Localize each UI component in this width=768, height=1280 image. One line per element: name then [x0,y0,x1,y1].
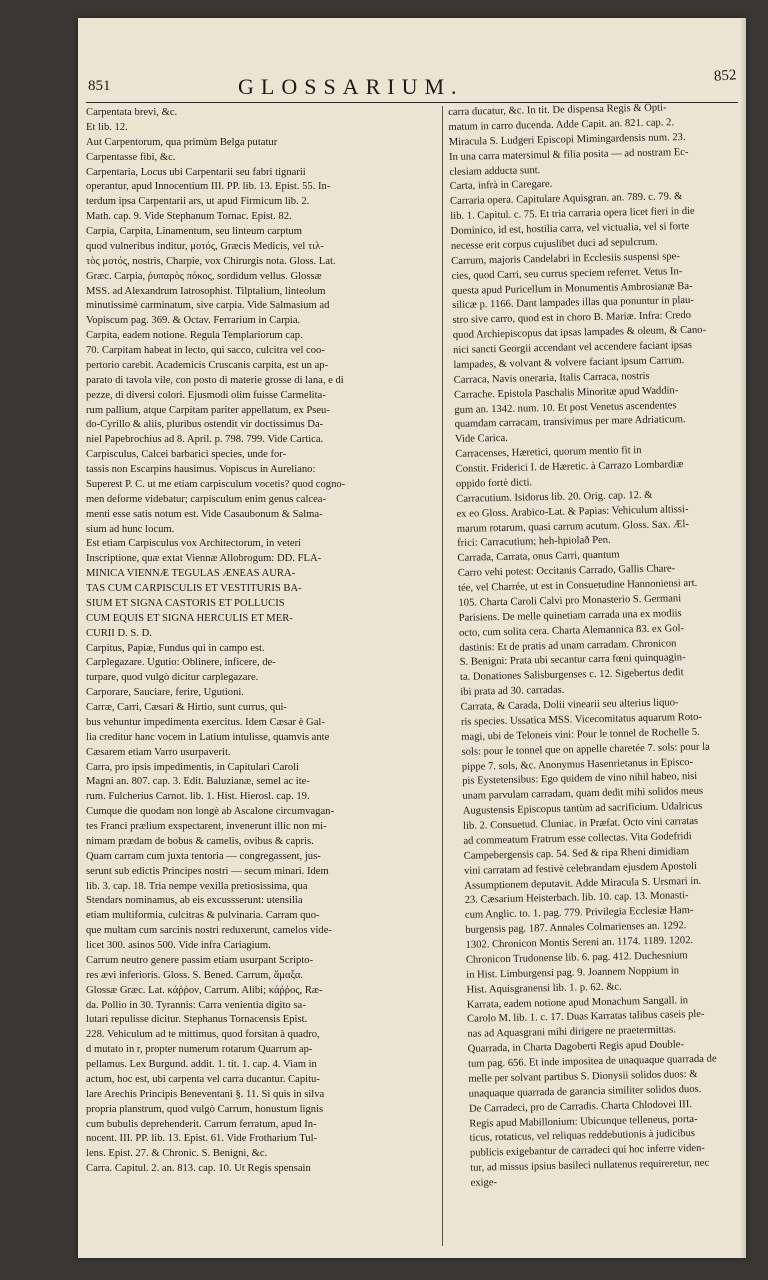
text-line: melle per solvant partibus S. Dionysii solidos duos: & [468,1068,698,1085]
text-line: lens. Epist. 27. & Chronic. S. Benigni, &c. [86,1148,268,1160]
text-line: Carracutium. Isidorus lib. 20. Orig. cap. 12. & [456,489,653,505]
text-line: propria planstrum, quod vulgò Carrum, honustum lignis [86,1103,324,1115]
page-number-left: 851 [88,78,111,94]
text-line: etiam multiformia, culcitras & pulvinaria. Carram quo- [86,910,320,922]
text-line: rum. Fulcherius Carnot. lib. 1. Hist. Hierosl. cap. 19. [86,791,310,803]
text-line: 1302. Chronicon Montis Sereni an. 1174. 1189. 1202. [465,935,694,951]
text-line: quod Archiepiscopus dat ipsas lampades & oleum, & Cano- [452,324,707,342]
text-line: Carrum neutro genere passim etiam usurpant Scripto- [86,954,314,966]
text-line: Carrata, & Carada, Dolii vinearii seu alterius liquo- [460,697,679,713]
text-line: Carra. Capitul. 2. an. 813. cap. 10. Ut Regis spensain [86,1163,311,1175]
text-line: lampades, & volvant & volvere faciant ipsum Carrum. [453,354,685,371]
text-line: bus vehuntur impedimenta exercitus. Idem Cæsar è Gal- [86,716,325,728]
text-line: ticus, rotaticus, vel reliquas reddebutionis à judicibus [469,1128,696,1145]
text-line: S. Benigni: Prata ubi secantur carra fœni quinquagin- [459,652,686,669]
text-line: Cæsarem etiam Varro usurpaverit. [86,746,231,758]
text-line: gum an. 1342. num. 10. Et post Venetus ascendentes [454,399,677,416]
text-line: Karrata, eadem notione apud Monachum Sangall. in [466,994,689,1011]
text-line: MINICA VIENNÆ TEGULAS ÆNEAS AURA- [86,568,296,580]
text-line: Carracenses, Hæretici, quorum mentio fit in [455,445,642,461]
text-line: ris species. Ussatica MSS. Vicecomitatus aquarum Roto- [460,711,703,728]
text-line: tes Franci prælium exspectarent, invenerunt illic non mi- [86,821,327,832]
text-line: Parisiens. De melle quinetiam carrada una ex modiis [458,607,682,624]
text-line: stro sive carro, quod est in choro B. Mariæ. Infra: Credo [452,310,692,327]
text-line: 105. Charta Caroli Calvi pro Monasterio S. Germani [458,593,682,609]
text-line: Campebergensis cap. 54. Sed & ripa Rheni dimidiam [463,845,690,862]
text-line: unaquaque quarrada de garancia similiter solidos duos. [468,1083,702,1100]
text-line: Carpentaria, Locus ubi Carpentarii seu fabri tignarii [86,166,306,178]
text-line: In una carra matersimul & filia posita — ad nostram Ec- [448,146,689,163]
text-line: nocent. III. PP. lib. 13. Epist. 61. Vide Frotharium Tul- [86,1133,318,1145]
text-line: Carraca, Navis oneraria, Italis Carraca, nostris [453,370,650,386]
text-line: Hist. Aquisgranensi lib. 1. p. 62. &c. [466,981,622,996]
text-line: Dominico, id est, hostilia carra, vel victualia, vel si forte [450,220,690,237]
text-line: quamdam carracam, transivimus per mare Adriaticum. [454,414,686,431]
text-line: lutari repulisse dicitur. Stephanus Tornacensis Epist. [86,1014,308,1026]
text-line: 70. Carpitam habeat in lecto, qui sacco, culcitra vel coo- [86,345,325,356]
text-line: Cumque die quodam non longè ab Ascalone circumvagan- [86,806,335,818]
page-number-right: 852 [712,67,737,85]
text-line: octo, cum solita cera. Charta Alemannica 83. ex Gol- [458,622,685,639]
text-line: Carraria opera. Capitulare Aquisgran. an. 789. c. 79. & [449,191,683,208]
text-line: magi, ubi de Teloneis vini: Pour le tonnel de Rochelle 5. [461,726,700,743]
text-line: TAS CUM CARPISCULIS ET VESTITURIS BA- [86,583,302,594]
text-line: cies, quod Carri, seu currus speciem referret. Vetus In- [451,265,683,282]
text-line: Carræ, Carri, Cæsari & Hirtio, sunt currus, qui- [86,702,287,713]
text-line: Inscriptione, quæ extat Viennæ Allobrogum: DD. FLA- [86,553,322,565]
text-line: Aut Carpentorum, qua primùm Belga putatur [86,136,278,148]
text-line: marum rotarum, quasi carrum acutum. Gloss. Sax. Æl- [456,518,690,535]
text-line: lare Arechis Principis Beneventani §. 11. Si quis in silva [86,1088,325,1100]
text-line: Superest P. C. ut me etiam carpisculum vocetis? quod cogno- [86,478,346,490]
text-line: res ævi inferioris. Gloss. S. Bened. Carrum, ἅμαξα. [86,969,304,981]
text-line: Carpita, eadem notione. Regula Templariorum cap. [86,330,303,342]
column-divider [442,106,443,1246]
text-line: matum in carro ducenda. Adde Capit. an. 821. cap. 2. [448,117,675,133]
right-column [448,100,746,1192]
text-line: licet 300. asinos 500. Vide infra Cariagium. [86,940,271,951]
text-line: De Carradeci, pro de Carradis. Charta Chlodovei III. [468,1098,693,1115]
text-line: que multam cum sarcinis nostri reduxerunt, camelos vide- [86,925,332,937]
text-line: CUM EQUIS ET SIGNA HERCULIS ET MER- [86,612,293,624]
running-header [88,67,738,100]
text-line: Carta, infrà in Caregare. [449,179,553,193]
text-line: vini carratam ad festivè celebrandam ejusdem Apostoli [463,860,698,877]
text-line: lib. 3. cap. 18. Tria nempe vexilla pretiosissima, qua [86,880,308,892]
text-line: dastinis: Et de pratis ad unam carradam. Chronicon [459,637,677,654]
text-line: Augustensis Episcopus tantùm ad sacrificium. Udalricus [462,800,703,817]
text-line: d mutato in r, propter numerum rotarum Quarrum ap- [86,1044,313,1056]
text-line: tur, ad missus ipsius basileci nullatenus requireretur, nec [470,1157,710,1174]
text-line: nimam prædam de bobus & camelis, ovibus & capris. [86,835,314,847]
text-line: rum pallium, atque Carpitam pariter appellatum, ex Pseu- [86,404,330,416]
text-line: Carro vehi potest: Occitanis Carrado, Gallis Chare- [457,563,676,580]
text-line: burgensis pag. 187. Annales Colmarienses an. 1292. [465,920,687,936]
text-line: Carra, pro ipsis impedimentis, in Capitulari Caroli [86,761,300,773]
text-line: Math. cap. 9. Vide Stephanum Tornac. Epist. 82. [86,211,292,223]
text-line: publicis exigebantur de carradeci qui hoc inferre viden- [469,1143,706,1160]
book-page [78,18,746,1258]
text-line: cum bubulis deprehenderit. Carrum ferratum, apud In- [86,1118,317,1130]
text-line: tassis non Escarpins hausimus. Vopiscus in Aureliano: [86,464,316,475]
text-line: questa apud Puricellum in Monumentis Ambrosianæ Ba- [451,280,693,297]
text-line: pis Eystetensibus: Ego quidem de vino nihil habeo, nisi [462,771,698,788]
left-column [86,106,438,1177]
text-line: pezze, di diversi colori. Ejusmodi olim fuisse Carmelita- [86,389,326,401]
text-line: ad commeatum Fratrum esse collectas. Vita Godefridi [463,830,692,847]
text-line: ibi prata ad 30. carradas. [460,684,565,698]
text-line: do-Cyrillo & aliis, pluribus ostendit vir doctissimus Da- [86,419,324,431]
text-line: Carpitus, Papiæ, Fundus qui in campo est. [86,642,265,654]
text-line: Regis apud Mabillonium: Ubicunque telleneus, porta- [469,1113,698,1130]
text-line: Carpia, Carpita, Linamentum, seu linteum carptum [86,226,302,237]
text-line: nici sancti Georgii accendant vel accendere faciant ipsas [453,339,693,356]
text-line: necesse erit corpus cujuslibet duci ad sepulcrum. [450,236,658,252]
text-line: exige- [470,1177,498,1189]
text-line: lia creditur hanc vocem in Latium intulisse, quamvis ante [86,731,330,743]
text-line: Carpentata brevi, &c. [86,107,178,118]
text-line: oppido fortè dicti. [455,477,533,490]
text-line: cum Anglic. to. 1. pag. 779. Privilegia Ecclesiæ Ham- [464,905,694,922]
text-line: men deforme videbatur; carpisculum enim genus calcea- [86,493,327,505]
text-line: Est etiam Carpisculus vox Architectorum, in veteri [86,538,302,550]
text-line: sium ad hunc locum. [86,523,175,535]
text-line: pellamus. Lex Burgund. addit. 1. tit. 1. cap. 4. Viam in [86,1059,317,1070]
text-line: tum pag. 656. Et inde impositea de unaquaque quarrada de [467,1053,717,1070]
text-line: Græc. Carpia, ῥυπαρὸς πόκος, sordidum vellus. Glossæ [86,270,322,282]
text-line: frici: Carracutium; heh-hpiolað Pen. [457,535,611,550]
text-line: Miracula S. Ludgeri Episcopi Mimingardensis num. 23. [448,131,686,148]
text-line: Carolo M. lib. 1. c. 17. Duas Karratas talibus caseis ple- [467,1009,705,1026]
text-line: Chronicon Trudonense lib. 6. pag. 412. Duchesnium [465,950,688,966]
text-line: Carporare, Sauciare, ferire, Ugutioni. [86,687,244,699]
text-line: ta. Donationes Salisburgenses c. 12. Sigebertus dedit [459,667,684,684]
text-line: serunt sub edictis Principes nostri — secum minari. Idem [86,865,329,877]
text-line: quod vulneribus inditur, μοτός, Græcis Medicis, vel τιλ- [86,240,324,252]
text-line: τὸς μοτός, nostris, Charpie, vox Chirurgis nota. Gloss. Lat. [86,255,336,267]
text-line: MSS. ad Alexandrum Iatrosophist. Tilptalium, linteolum [86,285,326,297]
text-line: silicæ p. 1166. Dant lampades illas qua ponuntur in plau- [452,295,695,312]
text-line: Et lib. 12. [86,121,128,133]
text-line: parato di tavola vile, con posto di materie grosse di lana, e di [86,374,344,386]
text-line: Carpentasse fibi, &c. [86,151,176,163]
text-line: actum, hoc est, ubi carpenta vel carra ducantur. Capitu- [86,1073,320,1085]
text-line: 228. Vehiculum ad te mittimus, quod forsitan à quadro, [86,1029,320,1041]
text-line: 23. Cæsarium Heisterbach. lib. 10. cap. 13. Monasti- [464,890,689,907]
text-line: Carrada, Carrata, onus Carri, quantum [457,549,620,565]
text-line: Constit. Friderici I. de Hæretic. à Carrazo Lombardiæ [455,459,684,475]
running-title: GLOSSARIUM. [238,74,464,99]
text-line: niel Papebrochius ad 8. April. p. 798. 799. Vide Cartica. [86,434,324,446]
text-line: CURII D. S. D. [86,627,152,639]
text-line: ex eo Gloss. Arabico-Lat. & Papias: Vehiculum altissi- [456,503,689,520]
text-line: nas ad Aquasgrani mihi dirigere ne praetermittas. [467,1024,677,1041]
text-line: Vopiscum pag. 369. & Octav. Ferrarium in Carpia. [86,315,301,327]
text-line: turpare, quod vulgò dicitur carplegazare. [86,672,259,684]
text-line: SIUM ET SIGNA CASTORIS ET POLLUCIS [86,597,285,609]
text-line: minutissimè carminatum, sive carpia. Vide Salmasium ad [86,300,330,312]
text-line: Stendars nominamus, ab eis excussserunt: utensilia [86,895,303,907]
text-line: sols: pour le tonnel que on appelle charetée 7. sols: pour la [461,741,710,758]
text-line: Assumptionem deputavit. Adde Miracula S. Ursmari in. [464,875,702,892]
text-line: menti esse satis notum est. Vide Casaubonum & Salma- [86,508,323,520]
text-line: lib. 1. Capitul. c. 75. Et tria carraria opera licet fieri in die [450,205,695,223]
text-line: Vide Carica. [454,433,508,446]
text-line: Quarrada, in Charta Dagoberti Regis apud Double- [467,1039,685,1055]
text-line: carra ducatur, &c. In tit. De dispensa Regis & Opti- [448,102,667,118]
text-line: Magni an. 807. cap. 3. Edit. Baluzianæ, semel ac ite- [86,776,310,788]
text-line: da. Pollio in 30. Tyrannis: Carra venientia digito sa- [86,999,306,1011]
text-line: operantur, apud Innocentium III. PP. lib. 13. Epist. 55. In- [86,181,331,193]
text-line: Carrum, majoris Candelabri in Ecclesiis suspensi spe- [451,250,680,267]
text-line: pippe 7. sols, &c. Anonymus Hasenrietanus in Episco- [461,756,694,773]
text-line: Quam carram cum juxta tentoria — congregassent, jus- [86,850,321,862]
text-line: Carrache. Epistola Paschalis Minoritæ apud Waddin- [453,384,679,401]
text-line: Glossæ Græc. Lat. κάῤῥον, Carrum. Alibi; κάῤῥος, Ræ- [86,984,323,996]
text-line: tée, vel Charrée, ut est in Consuetudine Hannoniensi art. [457,577,698,594]
text-line: Carplegazare. Ugutio: Oblinere, inficere, de- [86,657,276,669]
text-line: pertorio carebit. Academicis Cruscanis carpita, est un ap- [86,359,329,371]
text-line: Carpisculus, Calcei barbarici species, unde for- [86,449,287,461]
text-line: lib. 2. Consuetud. Cluniac. in Præfat. Octo vini carratas [462,815,699,832]
text-line: in Hist. Limburgensi pag. 9. Joannem Noppium in [466,965,680,981]
text-line: unam parvulam carradam, quam dedit mihi solidos meus [462,786,704,803]
text-line: terdum ipsa Carpentarii ars, ut apud Firmicum lib. 2. [86,196,310,208]
text-line: clesiam adducta sunt. [449,164,541,178]
